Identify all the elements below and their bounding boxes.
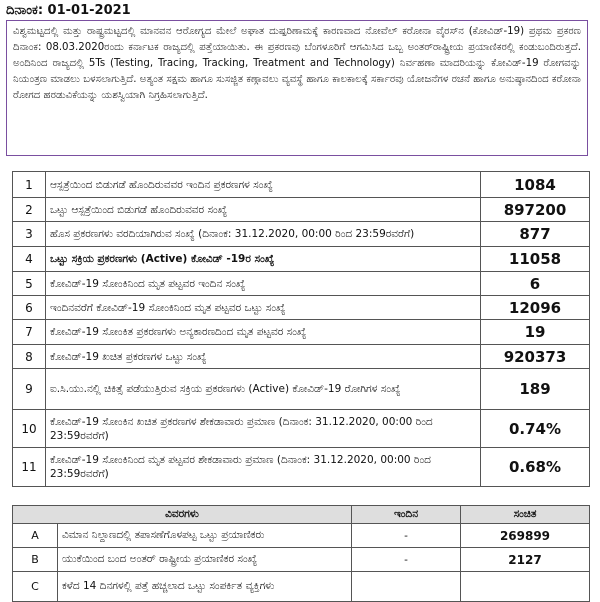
stats-row-number: 8 xyxy=(13,345,46,369)
stats-row-description: ಆಸ್ಪತ್ರೆಯಿಂದ ಬಿಡುಗಡೆ ಹೊಂದಿರುವವರ ಇಂದಿನ ಪ್ರಕರಣಗಳ ಸಂಖ್ಯೆ xyxy=(46,172,481,198)
stats-table xyxy=(12,171,590,487)
stats-row-description: ಕೋವಿಡ್-19 ಖಚಿತ ಪ್ರಕರಣಗಳ ಒಟ್ಟು ಸಂಖ್ಯೆ xyxy=(46,345,481,369)
intro-paragraph: ವಿಶ್ವಮಟ್ಟದಲ್ಲಿ ಮತ್ತು ರಾಷ್ಟ್ರಮಟ್ಟದಲ್ಲಿ ಮಾನವನ ಆರೋಗ್ಯದ ಮೇಲೆ ಅಘಾತ ದುಷ್ಪರಿಣಾಮಕ್ಕೆ ಕಾರಣವಾದ ನೋವೆಲ್ ಕರೋನಾ ವೈರಸ್‌ನ (ಕೋವಿಡ್-19) ಪ್ರಥಮ ಪ್ರಕರಣ ದಿನಾಂಕ: 08.03.2020ರಂದು ಕರ್ನಾಟಕ ರಾಜ್ಯದಲ್ಲಿ ಪತ್ತೆಯಾಯಿತು. ಈ ಪ್ರಕರಣವು ಬೆಂಗಳೂರಿಗೆ ಆಗಮಿಸಿದ ಒಬ್ಬ ಅಂತರ್‌ರಾಷ್ಟ್ರೀಯ ಪ್ರಯಾಣಿಕರಲ್ಲಿ ಕಂಡುಬಂದಿರುತ್ತದೆ. ಅಂದಿನಿಂದ ರಾಜ್ಯದಲ್ಲಿ 5Ts (Testing, Tracing, Tracking, Treatment and Technology) ನಿರ್ವಹಣಾ ಮಾದರಿಯನ್ನು ಕೋವಿಡ್-19 ರೋಗವನ್ನು ನಿಯಂತ್ರಣ ಮಾಡಲು ಬಳಸಲಾಗುತ್ತಿದೆ. ಅತ್ಯಂತ ಸಕ್ಷಮ ಹಾಗೂ ಸುಸಜ್ಜಿತ ಕಣ್ಗಾವಲು ವ್ಯವಸ್ಥೆ ಹಾಗೂ ಕಾಲಕಾಲಕ್ಕೆ ಸರ್ಕಾರವು ಯೋಜನೆಗಳ ರಚನೆ ಹಾಗೂ ಅನುಷ್ಠಾನದಿಂದ ಕರೋನಾ ರೋಗದ ಹರಡುವಿಕೆಯನ್ನು ಯಶಸ್ವಿಯಾಗಿ ನಿಗ್ರಹಿಸಲಾಗುತ್ತಿದೆ. xyxy=(6,20,588,156)
stats-row-value: 897200 xyxy=(481,198,590,222)
stats-row xyxy=(13,410,590,448)
stats-row-value: 0.68% xyxy=(481,448,590,487)
stats-row-number: 3 xyxy=(13,222,46,247)
header-details: ವಿವರಗಳು xyxy=(13,506,352,524)
stats-row-number: 2 xyxy=(13,198,46,222)
airport-row-description: ವಿಮಾನ ನಿಲ್ದಾಣದಲ್ಲಿ ತಪಾಸಣೆಗೊಳಪಟ್ಟ ಒಟ್ಟು ಪ್ರಯಾಣಿಕರು xyxy=(58,524,352,548)
stats-row-description: ಕೋವಿಡ್-19 ಸೋಂಕಿತ ಪ್ರಕರಣಗಳು ಅನ್ಯಕಾರಣದಿಂದ ಮೃತ ಪಟ್ಟವರ ಸಂಖ್ಯೆ xyxy=(46,320,481,345)
stats-row xyxy=(13,222,590,247)
airport-row-today: - xyxy=(352,548,461,572)
airport-row-description: ಕಳೆದ 14 ದಿನಗಳಲ್ಲಿ ಪತ್ತೆ ಹಚ್ಚಲಾದ ಒಟ್ಟು ಸಂಪರ್ಕಿತ ವ್ಯಕ್ತಿಗಳು xyxy=(58,572,352,602)
stats-row-description: ಒಟ್ಟು ಸಕ್ರಿಯ ಪ್ರಕರಣಗಳು (Active) ಕೋವಿಡ್ -19ರ ಸಂಖ್ಯೆ xyxy=(46,247,481,272)
stats-row xyxy=(13,369,590,410)
stats-row-description: ಕೋವಿಡ್-19 ಸೋಂಕಿನಿಂದ ಮೃತ ಪಟ್ಟವರ ಇಂದಿನ ಸಂಖ್ಯೆ xyxy=(46,272,481,296)
stats-row-value: 12096 xyxy=(481,296,590,320)
stats-row-value: 19 xyxy=(481,320,590,345)
airport-row xyxy=(13,524,590,548)
stats-row xyxy=(13,296,590,320)
airport-row-label: C xyxy=(13,572,58,602)
airport-header-row xyxy=(13,506,590,524)
stats-row xyxy=(13,448,590,487)
stats-row-number: 10 xyxy=(13,410,46,448)
header-cumulative: ಸಂಚಿತ xyxy=(461,506,590,524)
airport-row-label: A xyxy=(13,524,58,548)
bulletin-date: ದಿನಾಂಕ: 01-01-2021 xyxy=(6,3,131,18)
airport-row xyxy=(13,548,590,572)
stats-row xyxy=(13,247,590,272)
stats-row-description: ಕೋವಿಡ್-19 ಸೋಂಕಿನಿಂದ ಮೃತ ಪಟ್ಟವರ ಶೇಕಡಾವಾರು ಪ್ರಮಾಣ (ದಿನಾಂಕ: 31.12.2020, 00:00 ರಿಂದ 23:59ರವರೆಗೆ) xyxy=(46,448,481,487)
airport-row-cumulative xyxy=(461,572,590,602)
stats-row xyxy=(13,320,590,345)
stats-row xyxy=(13,172,590,198)
stats-row-value: 877 xyxy=(481,222,590,247)
airport-row-cumulative: 269899 xyxy=(461,524,590,548)
airport-row-today xyxy=(352,572,461,602)
stats-row-number: 4 xyxy=(13,247,46,272)
stats-row-value: 920373 xyxy=(481,345,590,369)
stats-row-description: ಕೋವಿಡ್-19 ಸೋಂಕಿನ ಖಚಿತ ಪ್ರಕರಣಗಳ ಶೇಕಡಾವಾರು ಪ್ರಮಾಣ (ದಿನಾಂಕ: 31.12.2020, 00:00 ರಿಂದ 23:59ರವರೆಗೆ) xyxy=(46,410,481,448)
stats-row xyxy=(13,345,590,369)
stats-row-value: 1084 xyxy=(481,172,590,198)
stats-row-value: 189 xyxy=(481,369,590,410)
stats-row-description: ಒಟ್ಟು ಆಸ್ಪತ್ರೆಯಿಂದ ಬಿಡುಗಡೆ ಹೊಂದಿರುವವರ ಸಂಖ್ಯೆ xyxy=(46,198,481,222)
airport-row xyxy=(13,572,590,602)
stats-row-description: ಐ.ಸಿ.ಯು.ನಲ್ಲಿ ಚಿಕಿತ್ಸೆ ಪಡೆಯುತ್ತಿರುವ ಸಕ್ರಿಯ ಪ್ರಕರಣಗಳು (Active) ಕೋವಿಡ್-19 ರೋಗಿಗಳ ಸಂಖ್ಯೆ xyxy=(46,369,481,410)
stats-row-number: 11 xyxy=(13,448,46,487)
stats-row-description: ಹೊಸ ಪ್ರಕರಣಗಳು ವರದಿಯಾಗಿರುವ ಸಂಖ್ಯೆ (ದಿನಾಂಕ: 31.12.2020, 00:00 ರಿಂದ 23:59ರವರೆಗೆ) xyxy=(46,222,481,247)
stats-row-number: 9 xyxy=(13,369,46,410)
airport-row-label: B xyxy=(13,548,58,572)
stats-row-number: 5 xyxy=(13,272,46,296)
stats-row-value: 6 xyxy=(481,272,590,296)
stats-row-value: 11058 xyxy=(481,247,590,272)
airport-table xyxy=(12,505,590,602)
stats-row xyxy=(13,272,590,296)
stats-row-value: 0.74% xyxy=(481,410,590,448)
stats-row-description: ಇಂದಿನವರೆಗೆ ಕೋವಿಡ್-19 ಸೋಂಕಿನಿಂದ ಮೃತ ಪಟ್ಟವರ ಒಟ್ಟು ಸಂಖ್ಯೆ xyxy=(46,296,481,320)
airport-row-description: ಯುಕೆಯಿಂದ ಬಂದ ಅಂತರ್‌ ರಾಷ್ಟ್ರೀಯ ಪ್ರಯಾಣಿಕರ ಸಂಖ್ಯೆ xyxy=(58,548,352,572)
stats-row-number: 7 xyxy=(13,320,46,345)
header-today: ಇಂದಿನ xyxy=(352,506,461,524)
airport-row-today: - xyxy=(352,524,461,548)
stats-row-number: 1 xyxy=(13,172,46,198)
stats-row xyxy=(13,198,590,222)
stats-row-number: 6 xyxy=(13,296,46,320)
airport-row-cumulative: 2127 xyxy=(461,548,590,572)
